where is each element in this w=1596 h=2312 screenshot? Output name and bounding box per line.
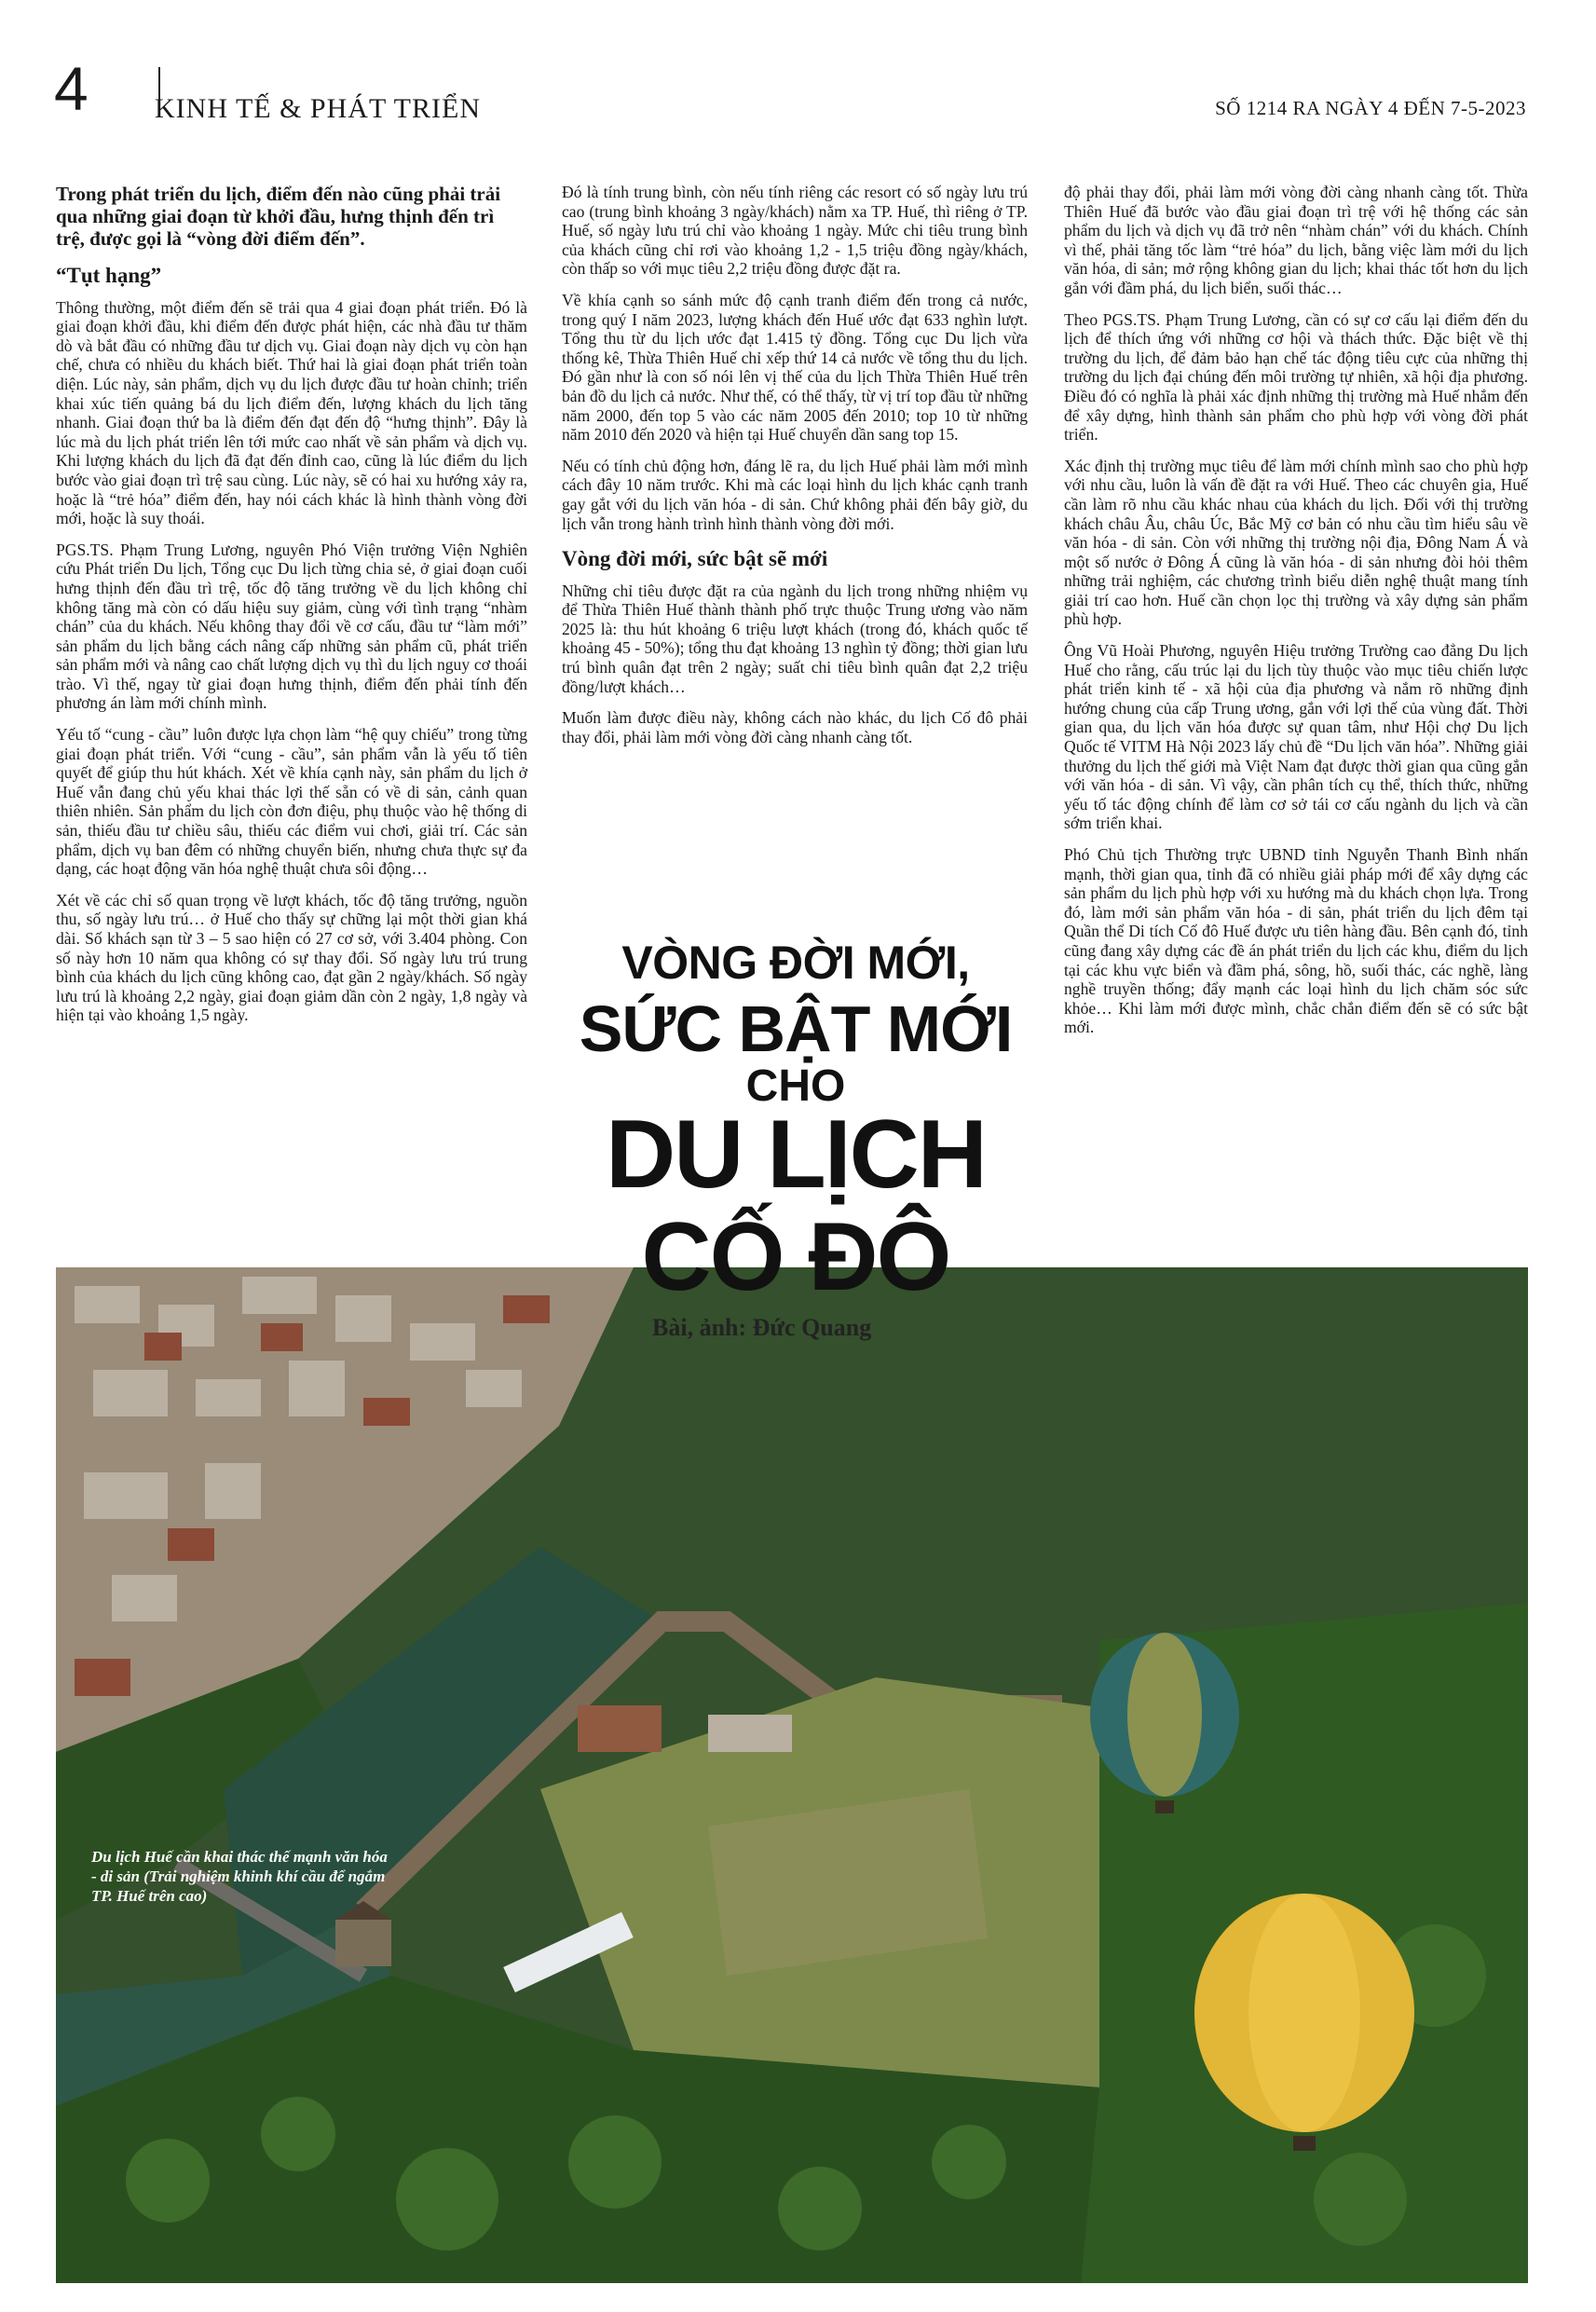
- issue-info: SỐ 1214 RA NGÀY 4 ĐẾN 7-5-2023: [1215, 97, 1526, 119]
- rooftop: [578, 1705, 662, 1752]
- paragraph: Muốn làm được điều này, không cách nào khác, du lịch Cố đô phải thay đổi, phải làm mới vòng đời càng nhanh càng tốt.: [562, 708, 1028, 746]
- paragraph: Ông Vũ Hoài Phương, nguyên Hiệu trưởng Trường cao đẳng Du lịch Huế cho rằng, cấu trúc lại du lịch tùy thuộc vào mục tiêu chiến lược phát triển kinh tế - xã hội của địa phương và nắm rõ những định hướng chung của cấp Trung ương, gắn với lợi thế của vùng đất. Thời gian qua, du lịch văn hóa được sự quan tâm, như Hội chợ Du lịch Quốc tế VITM Hà Nội 2023 lấy chủ đề “Du lịch văn hóa”. Những giải thưởng du lịch thế giới mà Việt Nam đạt được thời gian qua cũng gắn với văn hóa - di sản. Vì vậy, cần phân tích cụ thể, thích thức, những yếu tố tác động chính để làm cơ sở tái cơ cấu ngành du lịch và cần sớm triển khai.: [1064, 641, 1528, 833]
- paragraph: Xác định thị trường mục tiêu để làm mới chính mình sao cho phù hợp với nhu cầu, luôn là vấn đề đặt ra với Huế. Theo các chuyên gia, Huế cần làm rõ nhu cầu khác nhau của khách du lịch. Đối với thị trường khách châu Âu, châu Úc, Bắc Mỹ cơ bản có nhu cầu tìm hiểu sâu về văn hóa - di sản. Còn với những thị trường nội địa, Đông Nam Á và một số nước ở Đông Á cũng là văn hóa - di sản nhưng đòi hỏi thêm những trải nghiệm, các chương trình biểu diễn nghệ thuật mang tính giải trí cao hơn. Huế cần chọn lọc thị trường và xây dựng sản phẩm phù hợp.: [1064, 456, 1528, 629]
- balloon-basket: [1293, 2136, 1316, 2151]
- headline-line-5: CỐ ĐÔ: [641, 1203, 950, 1311]
- paragraph: Nếu có tính chủ động hơn, đáng lẽ ra, du lịch Huế phải làm mới mình cách đây 10 năm trước. Khi mà các loại hình du lịch khác cạnh tranh gay gắt với du lịch văn hóa - di sản. Chứ không phải đến bây giờ, du lịch vẫn trong hành trình hình thành vòng đời mới.: [562, 456, 1028, 533]
- aerial-photo: [56, 1267, 1528, 2283]
- headline-line-4: DU LỊCH: [606, 1101, 986, 1209]
- headline-line-3: CHO: [745, 1061, 846, 1111]
- paragraph: Theo PGS.TS. Phạm Trung Lương, cần có sự cơ cấu lại điểm đến du lịch để thích ứng với những cơ hội và thách thức. Đặc biệt về thị trường du lịch, để đảm bảo hạn chế tác động tiêu cực của những thị trường du lịch đại chúng đến môi trường tự nhiên, xã hội địa phương. Điều đó có nghĩa là phải xác định những thị trường mà Huế nhắm đến để xây dựng, hình thành sản phẩm cho phù hợp với vòng đời phát triển.: [1064, 309, 1528, 445]
- teal-balloon-stripe: [1127, 1633, 1202, 1797]
- paragraph: Đó là tính trung bình, còn nếu tính riêng các resort có số ngày lưu trú cao (trung bình khoảng 3 ngày/khách) nằm xa TP. Huế, thì riêng ở TP. Huế, số ngày lưu trú chỉ vào khoảng 1 ngày. Mức chi tiêu trung bình của khách cũng chỉ rơi vào khoảng 1,2 - 1,5 triệu đồng ngày/khách, còn thấp so với mục tiêu 2,2 triệu đồng được đặt ra.: [562, 183, 1028, 279]
- section-title: KINH TẾ & PHÁT TRIỂN: [155, 93, 481, 124]
- paragraph: PGS.TS. Phạm Trung Lương, nguyên Phó Viện trưởng Viện Nghiên cứu Phát triển Du lịch, Tổng cục Du lịch từng chia sẻ, ở giai đoạn cuối hưng thịnh đến đầu trì trệ, tốc độ tăng trưởng về du lịch không chỉ không tăng mà còn có dấu hiệu suy giảm, cùng với tình trạng “nhàm chán” của du khách. Nếu không thay đổi về cơ cấu, đầu tư “làm mới” sản phẩm du lịch bằng cách nâng cấp những sản phẩm cũ, phát triển sản phẩm mới và nâng cao chất lượng dịch vụ thì du lịch nguy cơ thoái trào. Vì thế, ngay từ giai đoạn hưng thịnh, điểm đến phải tính đến phương án làm mới chính mình.: [56, 540, 527, 713]
- paragraph: độ phải thay đổi, phải làm mới vòng đời càng nhanh càng tốt. Thừa Thiên Huế đã bước vào đầu giai đoạn trì trệ với hệ thống các sản phẩm du lịch và dịch vụ đã trở nên “nhàm chán” với du khách. Chính vì thế, phải tăng tốc làm “trẻ hóa” du lịch, bằng việc làm mới du lịch văn hóa, di sản; mở rộng không gian du lịch; khai thác tốt hơn du lịch gắn với đầm phá, du lịch biển, suối thác…: [1064, 183, 1528, 297]
- balloon-basket: [1155, 1800, 1174, 1813]
- page-number: 4: [54, 54, 89, 123]
- headline-line-2: SỨC BẬT MỚI: [579, 992, 1013, 1065]
- article-column-3: [1064, 183, 1528, 1049]
- subhead-vong-doi-moi: Vòng đời mới, sức bật sẽ mới: [562, 547, 828, 571]
- article-lead: Trong phát triển du lịch, điểm đến nào cũng phải trải qua những giai đoạn từ khởi đầu, hưng thịnh đến trì trệ, được gọi là “vòng đời điểm đến”.: [56, 183, 501, 250]
- yellow-balloon-highlight: [1248, 1894, 1360, 2132]
- article-column-2: [562, 183, 1028, 759]
- rooftop: [708, 1715, 792, 1752]
- headline-line-1: VÒNG ĐỜI MỚI,: [621, 937, 970, 989]
- citadel-gate: [335, 1920, 391, 1966]
- paragraph: Phó Chủ tịch Thường trực UBND tỉnh Nguyễn Thanh Bình nhấn mạnh, thời gian qua, tỉnh đã có nhiều giải pháp mới để xây dựng các sản phẩm du lịch phù hợp với xu hướng mà du khách chọn lựa. Trong đó, làm mới sản phẩm văn hóa - di sản, phát triển du lịch đêm tại Quần thể Di tích Cố đô Huế được ưu tiên hàng đầu. Bên cạnh đó, tỉnh cũng đang xây dựng các đề án phát triển du lịch các khu, điểm du lịch tại các khu vực biển và đầm phá, sông, hồ, suối thác, các nghề, làng nghề truyền thống; đẩy mạnh các loại hình du lịch chăm sóc sức khỏe… Khi làm mới được mình, chắc chắn điểm đến sẽ có sức bật mới.: [1064, 845, 1528, 1037]
- subhead-tut-hang: “Tụt hạng”: [56, 264, 162, 287]
- article-column-1: [56, 183, 527, 1037]
- paragraph: Về khía cạnh so sánh mức độ cạnh tranh điểm đến trong cả nước, trong quý I năm 2023, lượng khách đến Huế ước đạt 633 nghìn lượt. Tổng thu từ du lịch ước đạt 1.415 tỷ đồng. Tổng cục Du lịch vừa thống kê, Thừa Thiên Huế chỉ xếp thứ 14 cả nước về tổng thu du lịch. Đó gần như là con số nói lên vị thế của du lịch Thừa Thiên Huế trên bản đồ du lịch cả nước. Như thế, có thể thấy, từ vị trí top đầu từ những năm 2000, đến top 5 vào các năm 2005 đến 2010; top 10 từ những năm 2010 đến 2020 và hiện tại Huế chuyển dần sang top 15.: [562, 290, 1028, 445]
- paragraph: Xét về các chỉ số quan trọng về lượt khách, tốc độ tăng trưởng, nguồn thu, số ngày lưu trú… ở Huế cho thấy sự chững lại một thời gian khá dài. Số khách sạn từ 3 – 5 sao hiện có 27 cơ sở, với 3.404 phòng. Con số này hơn 10 năm qua không có sự thay đổi. Số ngày lưu trú trung bình của khách du lịch cũng không cao, đạt gần 2 ngày/khách. Số ngày lưu trú là khoảng 2,2 ngày, giai đoạn giảm dần còn 2 ngày, 1,8 ngày và hiện tại vào khoảng 1,5 ngày.: [56, 890, 527, 1025]
- byline: Bài, ảnh: Đức Quang: [652, 1314, 872, 1341]
- photo-caption: Du lịch Huế cần khai thác thế mạnh văn hóa - di sản (Trải nghiệm khinh khí cầu để ngắm TP. Huế trên cao): [91, 1848, 388, 1905]
- paragraph: Yếu tố “cung - cầu” luôn được lựa chọn làm “hệ quy chiếu” trong từng giai đoạn phát triển. Với “cung - cầu”, sản phẩm vẫn là yếu tố tiên quyết để giúp thu hút khách. Xét về khía cạnh này, sản phẩm du lịch ở Huế vẫn đang chủ yếu khai thác lợi thế sẵn có về di sản, cảnh quan thiên nhiên. Sản phẩm du lịch còn đơn điệu, phụ thuộc vào hệ thống di sản, thiếu đầu tư chiều sâu, thiếu các điểm vui chơi, giải trí. Các sản phẩm, dịch vụ ban đêm có những chuyển biến, nhưng chưa thực sự đa dạng, các hoạt động văn hóa nghệ thuật chưa sôi động…: [56, 725, 527, 879]
- paragraph: Thông thường, một điểm đến sẽ trải qua 4 giai đoạn phát triển. Đó là giai đoạn khởi đầu, khi điểm đến được phát hiện, các nhà đầu tư thăm dò và bắt đầu có những đầu tư dịch vụ. Giai đoạn này dịch vụ còn hạn chế, chưa có nhiều du khách biết. Thứ hai là giai đoạn phát triển toàn diện. Lúc này, sản phẩm, dịch vụ du lịch được đầu tư hoàn chỉnh; triển khai xúc tiến quảng bá du lịch điểm đến, lượng khách du lịch tăng nhanh. Giai đoạn thứ ba là điểm đến đạt đến độ “hưng thịnh”. Đây là lúc mà du lịch phát triển lên tới mức cao nhất về sản phẩm và dịch vụ. Khi lượng khách du lịch đã đạt đến đỉnh cao, cũng là lúc điểm du lịch bước vào giai đoạn trì trệ sau cùng. Lúc này, sẽ có hai xu hướng xảy ra, hoặc là “trẻ hóa” điểm đến, hay nói cách khác là hình thành vòng đời mới, hoặc là suy thoái.: [56, 297, 527, 528]
- paragraph: Những chỉ tiêu được đặt ra của ngành du lịch trong những nhiệm vụ để Thừa Thiên Huế thành thành phố trực thuộc Trung ương vào năm 2025 là: thu hút khoảng 6 triệu lượt khách (trong đó, khách quốc tế khoảng 45 - 50%); tổng thu đạt khoảng 13 nghìn tỷ đồng; thời gian lưu trú bình quân đạt trên 2 ngày; suất chi tiêu bình quân đạt 2,2 triệu đồng/lượt khách…: [562, 581, 1028, 696]
